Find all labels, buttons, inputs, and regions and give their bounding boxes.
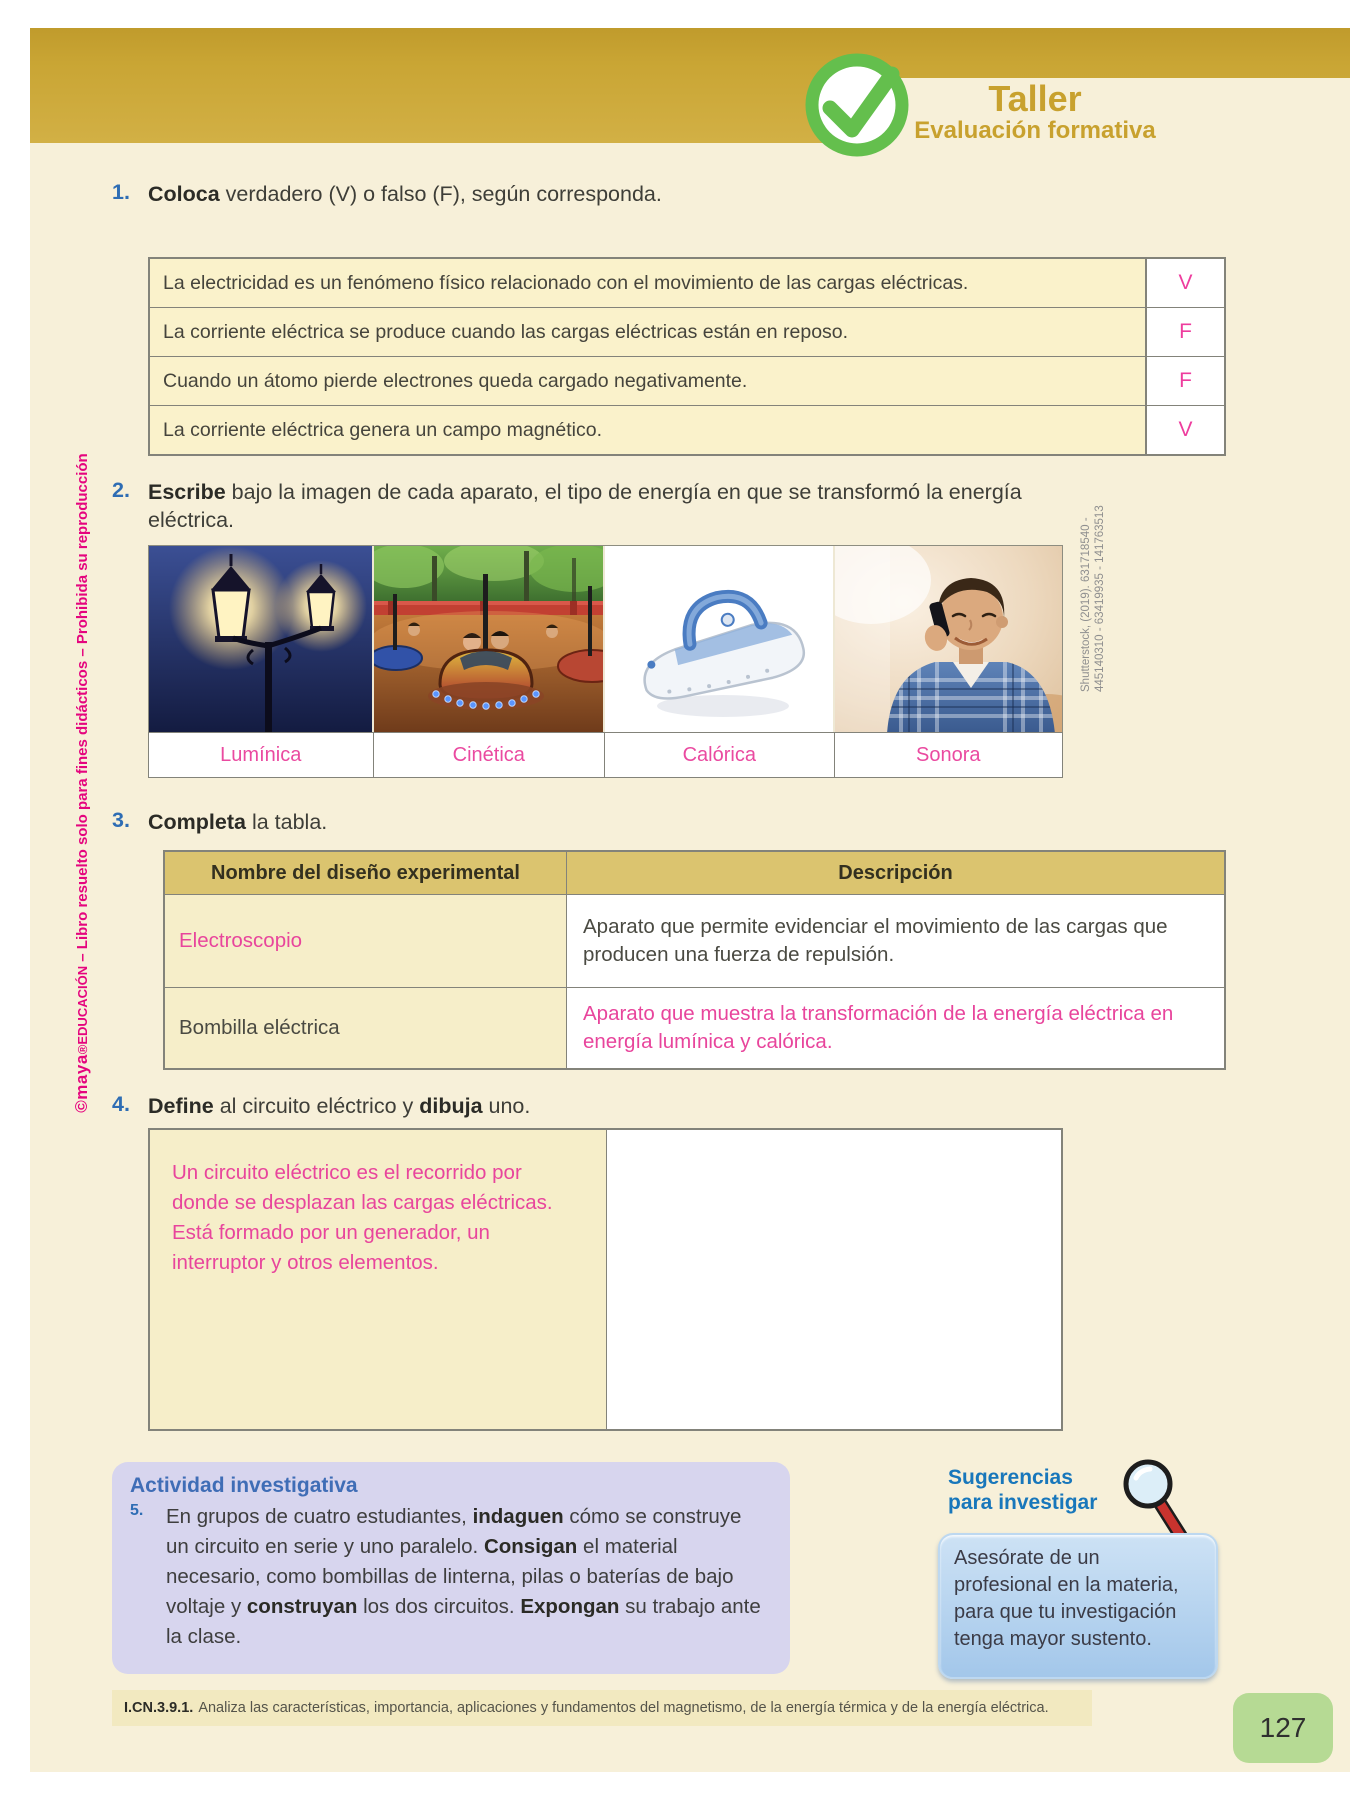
suggestions-body: Asesórate de un profesional en la materia, para que tu investigación tenga mayor sustento.	[954, 1547, 1179, 1650]
activity-text: su trabajo ante la clase.	[166, 1595, 761, 1648]
question-4-number: 4.	[112, 1092, 130, 1116]
activity-bold: Expongan	[520, 1595, 620, 1618]
q3-text: la tabla.	[245, 810, 328, 834]
activity-text: cómo se construye un circuito en serie y uno paralelo.	[166, 1505, 742, 1558]
workbook-page	[30, 28, 1350, 1772]
statement: La corriente eléctrica se produce cuando las cargas eléctricas están en reposo.	[150, 308, 1145, 356]
q4-verb-dibuja: dibuja	[419, 1094, 483, 1118]
experiment-table	[163, 850, 1226, 1070]
activity-bold: construyan	[246, 1595, 358, 1618]
photo-credit	[1079, 452, 1107, 692]
table-row	[165, 987, 1224, 1068]
table-row	[150, 405, 1224, 454]
q2-text: bajo la imagen de cada aparato, el tipo de energía en que se transformó la energía eléctrica.	[148, 480, 1022, 532]
activity-bold: Consigan	[483, 1535, 578, 1558]
label-sonora: Sonora	[835, 733, 1063, 777]
photo-credit-line1: Shutterstock, (2019). 631718540 -	[1080, 517, 1092, 692]
suggestions-body-box	[938, 1533, 1218, 1679]
page-number: 127	[1259, 1712, 1307, 1743]
question-3-prompt	[112, 808, 327, 836]
q3-verb: Completa	[148, 810, 246, 834]
maya-edu: ®EDUCACIÓN	[75, 965, 90, 1055]
col-header-descripcion: Descripción	[838, 861, 953, 884]
activity-title: Actividad investigativa	[130, 1474, 358, 1497]
experiment-name: Bombilla eléctrica	[165, 988, 567, 1068]
standard-text: Analiza las características, importancia, aplicaciones y fundamentos del magnetismo, de la energía térmica y de la energía eléctrica.	[198, 1700, 1049, 1716]
statement: Cuando un átomo pierde electrones queda cargado negativamente.	[150, 357, 1145, 405]
check-icon	[800, 48, 914, 162]
standard-code: I.CN.3.9.1.	[124, 1700, 194, 1716]
evaluacion-subtitle: Evaluación formativa	[914, 117, 1156, 144]
q1-text: verdadero (V) o falso (F), según corresponda.	[219, 182, 662, 206]
photo-credit-line2: 445140310 - 63419935 - 141763513	[1094, 505, 1106, 692]
drawing-area	[607, 1130, 1061, 1429]
man-talking-on-phone-photo	[835, 546, 1063, 732]
q4-verb-define: Define	[148, 1094, 214, 1118]
activity-bold: indaguen	[472, 1505, 564, 1528]
label-calorica: Calórica	[605, 733, 835, 777]
activity-text: los dos circuitos.	[357, 1595, 521, 1618]
activity-number: 5.	[130, 1502, 144, 1519]
label-cinetica: Cinética	[374, 733, 606, 777]
col-header-nombre: Nombre del diseño experimental	[165, 852, 567, 894]
maya-logo: ©maya	[72, 1054, 91, 1113]
experiment-name: Electroscopio	[165, 895, 567, 987]
taller-title: Taller	[988, 78, 1082, 119]
suggestions-title-line2: para investigar	[948, 1491, 1098, 1514]
statement: La corriente eléctrica genera un campo magnético.	[150, 406, 1145, 454]
side-notice-text: – Libro resuelto solo para fines didácticos – Prohibida su reproducción	[74, 453, 91, 966]
answer-cell: V	[1145, 406, 1224, 454]
table-row	[150, 307, 1224, 356]
label-luminica: Lumínica	[149, 733, 374, 777]
answer-cell: F	[1145, 308, 1224, 356]
suggestions-title-line1: Sugerencias	[948, 1466, 1073, 1489]
copyright-side-notice	[72, 403, 92, 1163]
energy-labels-row	[148, 732, 1063, 778]
q2-verb: Escribe	[148, 480, 226, 504]
table-row	[150, 259, 1224, 307]
question-3-number: 3.	[112, 808, 130, 832]
q1-verb: Coloca	[148, 182, 220, 206]
photo-strip	[148, 545, 1063, 733]
statement: La electricidad es un fenómeno físico relacionado con el movimiento de las cargas eléctricas.	[150, 259, 1145, 307]
standard-footer	[112, 1690, 1092, 1726]
definition-cell	[150, 1130, 607, 1429]
answer-cell: F	[1145, 357, 1224, 405]
activity-text: En grupos de cuatro estudiantes,	[166, 1505, 473, 1528]
activity-text: el material necesario, como bombillas de linterna, pilas o baterías de bajo voltaje y	[166, 1535, 734, 1618]
question-4-prompt	[112, 1092, 530, 1120]
page-number-badge	[1233, 1693, 1333, 1763]
suggestions-title	[948, 1465, 1097, 1515]
steam-iron-photo	[605, 546, 835, 732]
experiment-description: Aparato que muestra la transformación de la energía eléctrica en energía lumínica y calórica.	[567, 988, 1224, 1068]
table-row	[165, 894, 1224, 987]
page-title	[870, 80, 1200, 144]
q4-end: uno.	[482, 1094, 531, 1118]
definition-answer: Un circuito eléctrico es el recorrido por donde se desplazan las cargas eléctricas. Está formado por un generador, un interruptor y otros elementos.	[172, 1161, 553, 1274]
table-header-row	[165, 852, 1224, 894]
true-false-table	[148, 257, 1226, 456]
question-2-number: 2.	[112, 478, 130, 502]
question-1-number: 1.	[112, 180, 130, 204]
question-2-prompt	[112, 478, 1032, 534]
q4-mid: al circuito eléctrico y	[213, 1094, 420, 1118]
activity-item	[130, 1502, 772, 1652]
bumper-cars-photo	[374, 546, 606, 732]
answer-cell: V	[1145, 259, 1224, 307]
definition-and-drawing-box	[148, 1128, 1063, 1431]
table-row	[150, 356, 1224, 405]
street-lamps-photo	[149, 546, 374, 732]
activity-box	[112, 1462, 790, 1674]
question-1-prompt	[112, 180, 662, 208]
experiment-description: Aparato que permite evidenciar el movimiento de las cargas que producen una fuerza de repulsión.	[567, 895, 1224, 987]
